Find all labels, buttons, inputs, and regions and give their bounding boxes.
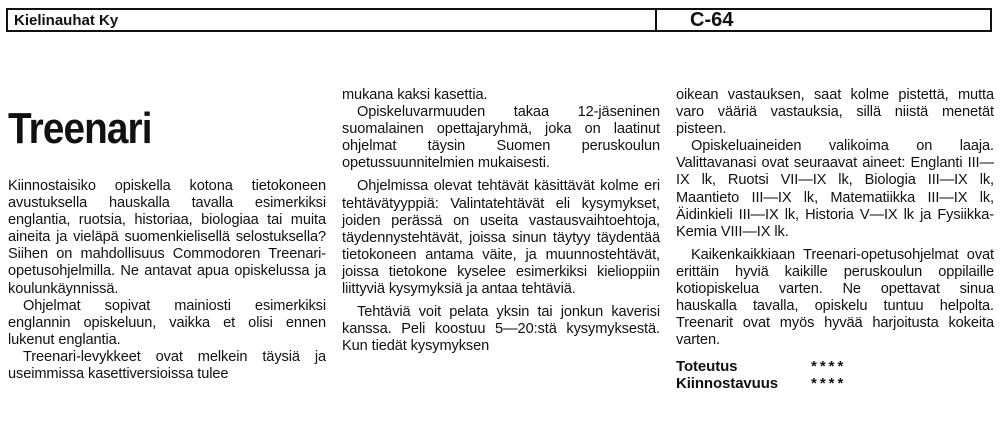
paragraph: Tehtäviä voit pelata yksin tai jonkun kaverisi kanssa. Peli koostuu 5—20:stä kysymyksestä. Kun tiedät kysymyksen: [342, 304, 660, 355]
text-column-1: [8, 178, 326, 383]
paragraph: Treenari-levykkeet ovat melkein täysiä ja useimmissa kasettiversioissa tulee: [8, 348, 326, 383]
rating-label: Toteutus: [676, 358, 738, 376]
paragraph: Opiskeluaineiden valikoima on laaja. Valittavanasi ovat seuraavat aineet: Englanti III—IX lk, Ruotsi VII—IX lk, Biologia III—IX lk, Maantieto III—IX lk, Matematiikka III—IX lk, Äidinkieli III—IX lk, Historia V—IX lk ja Fysiikka-Kemia VIII—IX lk.: [676, 138, 994, 240]
rating-label: Kiinnostavuus: [676, 375, 779, 393]
star-rating-icon: ****: [811, 375, 847, 393]
article-title: Treenari: [8, 104, 152, 153]
paragraph: Opiskeluvarmuuden takaa 12-jäseninen suomalainen opettajaryhmä, joka on laatinut ohjelmat täysin Suomen peruskoulun opetussuunnitelmien mukaisesti.: [342, 104, 660, 172]
rating-row-kiinnostavuus: [676, 375, 994, 392]
text-column-2: [342, 87, 660, 355]
publisher-name: Kielinauhat Ky: [14, 12, 119, 29]
paragraph: Kaikenkaikkiaan Treenari-opetusohjelmat ovat erittäin hyviä kaikille peruskoulun oppilaille kotiopiskelua varten. Ne opettavat sinua hauskalla tavalla, opiskelu tuntuu helpolta. Treenarit ovat myös hyvää harjoitusta kokeita varten.: [676, 246, 994, 349]
paragraph: oikean vastauksen, saat kolme pistettä, mutta varo vääriä vastauksia, sillä niistä menetät pisteen.: [676, 87, 994, 138]
star-rating-icon: ****: [811, 358, 847, 376]
paragraph: Ohjelmissa olevat tehtävät käsittävät kolme eri tehtävätyyppiä: Valintatehtävät eli kysymykset, joiden perässä on useita vastausvaihtoehtoja, täydennystehtävät, joissa sinun täytyy täydentää tietokoneen antama väite, ja muunnostehtävät, joissa tietokone kyselee esimerkiksi kielioppiin liittyviä kysymyksiä ja antaa tehtäviä.: [342, 178, 660, 298]
ratings-box: [676, 358, 994, 392]
paragraph: Ohjelmat sopivat mainiosti esimerkiksi englannin opiskeluun, vaikka et olisi ennen lukenut englantia.: [8, 297, 326, 348]
header-divider: [655, 10, 657, 30]
paragraph: Kiinnostaisiko opiskella kotona tietokoneen avustuksella hauskalla tavalla esimerkiksi englantia, ruotsia, historiaa, biologiaa tai muita aineita ja vieläpä suomenkielisellä selostuksella? Siihen on mahdollisuus Commodoren Treenari-opetusohjelmilla. Ne antavat apua opiskelussa ja koulunkäynnissä.: [8, 178, 326, 297]
text-column-3: [676, 87, 994, 392]
product-code: C-64: [690, 9, 734, 31]
page-header: [6, 8, 992, 32]
paragraph: mukana kaksi kasettia.: [342, 87, 488, 103]
rating-row-toteutus: [676, 358, 994, 375]
